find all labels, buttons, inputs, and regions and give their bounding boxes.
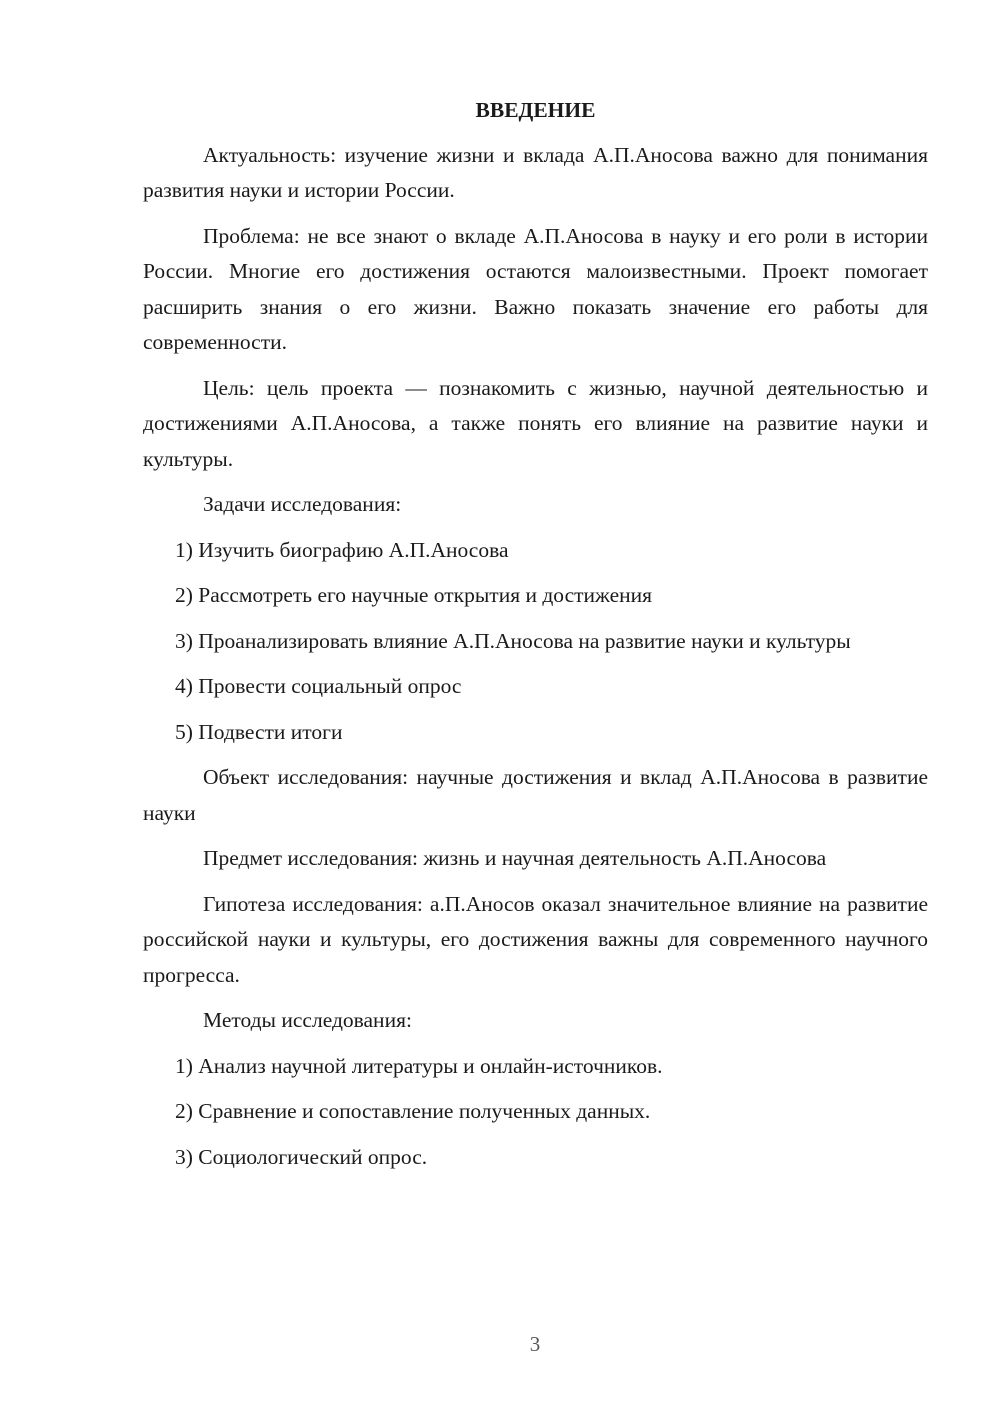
hypothesis-paragraph: Гипотеза исследования: а.П.Аносов оказал значительное влияние на развитие российской науки и культуры, его достижения важны для современного научного прогресса. <box>143 891 928 987</box>
problem-paragraph: Проблема: не все знают о вкладе А.П.Аносова в науку и его роли в истории России. Многие его достижения остаются малоизвестными. Проект помогает расширить знания о его жизни. Важно показать значение его работы для современности. <box>143 223 928 354</box>
task-item-2: 2) Рассмотреть его научные открытия и достижения <box>175 583 653 607</box>
document-page <box>143 93 928 1185</box>
subject-paragraph: Предмет исследования: жизнь и научная деятельность А.П.Аносова <box>203 846 827 870</box>
relevance-paragraph: Актуальность: изучение жизни и вклада А.П.Аносова важно для понимания развития науки и истории России. <box>143 142 928 202</box>
method-item-1: 1) Анализ научной литературы и онлайн-источников. <box>175 1053 663 1078</box>
tasks-title: Задачи исследования: <box>203 492 402 516</box>
methods-title: Методы исследования: <box>203 1008 412 1032</box>
object-paragraph: Объект исследования: научные достижения и вклад А.П.Аносова в развитие науки <box>143 765 928 825</box>
method-item-3: 3) Социологический опрос. <box>175 1144 428 1169</box>
task-item-3: 3) Проанализировать влияние А.П.Аносова на развитие науки и культуры <box>175 628 851 653</box>
task-item-5: 5) Подвести итоги <box>175 719 343 744</box>
goal-paragraph: Цель: цель проекта — познакомить с жизнью, научной деятельностью и достижениями А.П.Аносова, а также понять его влияние на развитие науки и культуры. <box>143 375 928 471</box>
section-heading: ВВЕДЕНИЕ <box>475 98 596 122</box>
page-number: 3 <box>529 1332 541 1356</box>
task-item-4: 4) Провести социальный опрос <box>175 674 462 698</box>
task-item-1: 1) Изучить биографию А.П.Аносова <box>175 537 509 562</box>
method-item-2: 2) Сравнение и сопоставление полученных данных. <box>175 1099 651 1123</box>
